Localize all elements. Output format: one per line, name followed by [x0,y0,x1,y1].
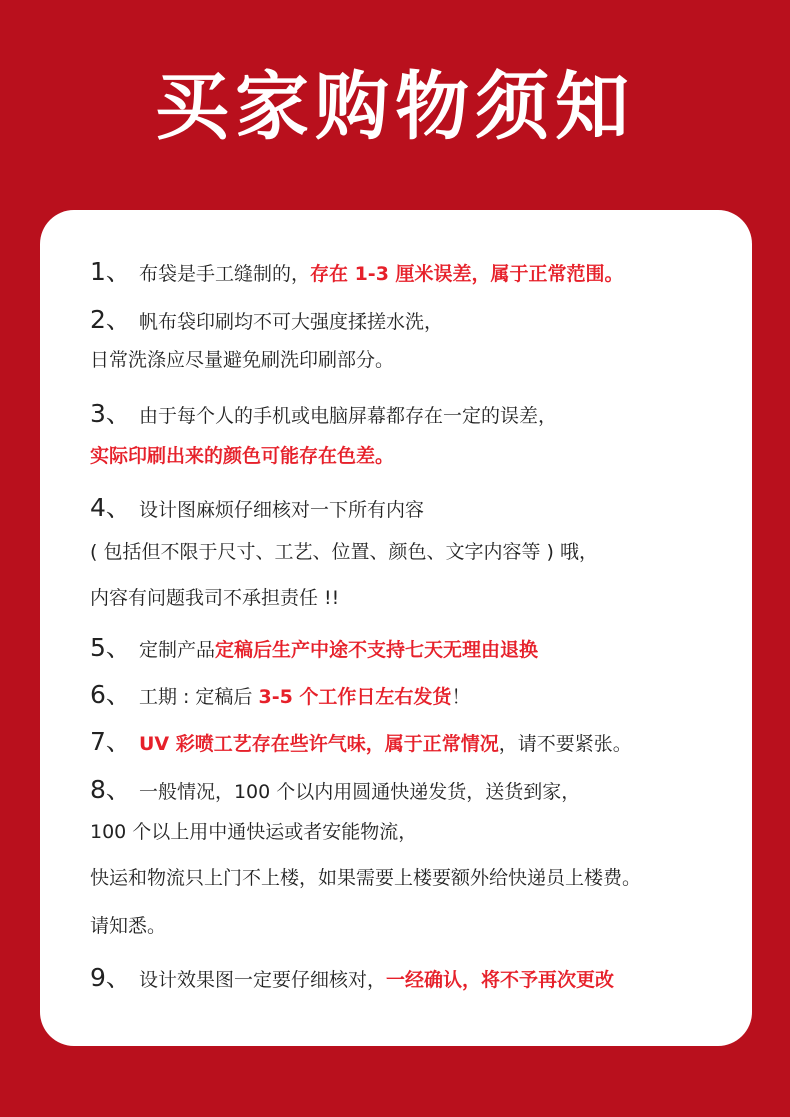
highlight-text: UV 彩喷工艺存在些许气味，属于正常情况 [138,733,499,755]
notice-item-6: 6、 工期 : 定稿后 3-5 个工作日左右发货！ [90,680,471,709]
highlight-text: 存在 1-3 厘米误差，属于正常范围。 [309,263,624,285]
notice-item-8: 8、 一般情况，100 个以内用圆通快递发货，送货到家， [90,775,581,804]
notice-item-2: 2、 帆布袋印刷均不可大强度揉搓水洗， [90,305,443,334]
notice-item-4-line-2: ( 包括但不限于尺寸、工艺、位置、颜色、文字内容等 ) 哦， [90,541,598,563]
highlight-text: 一经确认，将不予再次更改 [385,969,614,991]
notice-item-7: 7、 UV 彩喷工艺存在些许气味，属于正常情况，请不要紧张。 [90,727,632,756]
notice-item-9: 9、 设计效果图一定要仔细核对，一经确认，将不予再次更改 [90,963,614,992]
notice-item-1: 1、 布袋是手工缝制的，存在 1-3 厘米误差，属于正常范围。 [90,257,624,286]
notice-item-5: 5、 定制产品定稿后生产中途不支持七天无理由退换 [90,633,538,662]
notice-item-8-line-3: 快运和物流只上门不上楼，如果需要上楼要额外给快递员上楼费。 [90,867,642,889]
notice-item-8-line-2: 100 个以上用中通快运或者安能物流， [90,821,418,843]
page-title: 买家购物须知 [155,64,635,150]
notice-item-4: 4、 设计图麻烦仔细核对一下所有内容 [90,493,424,522]
notice-item-2-line-2: 日常洗涤应尽量避免刷洗印刷部分。 [90,349,395,371]
highlight-text: 3-5 个工作日左右发货 [258,686,452,708]
notice-item-3: 3、 由于每个人的手机或电脑屏幕都存在一定的误差， [90,399,557,428]
notice-card [40,210,752,1046]
notice-item-3-line-2: 实际印刷出来的颜色可能存在色差。 [90,445,395,467]
notice-item-4-line-3: 内容有问题我司不承担责任 !! [90,587,340,609]
notice-item-8-line-4: 请知悉。 [90,915,167,937]
highlight-text: 定稿后生产中途不支持七天无理由退换 [214,639,538,661]
